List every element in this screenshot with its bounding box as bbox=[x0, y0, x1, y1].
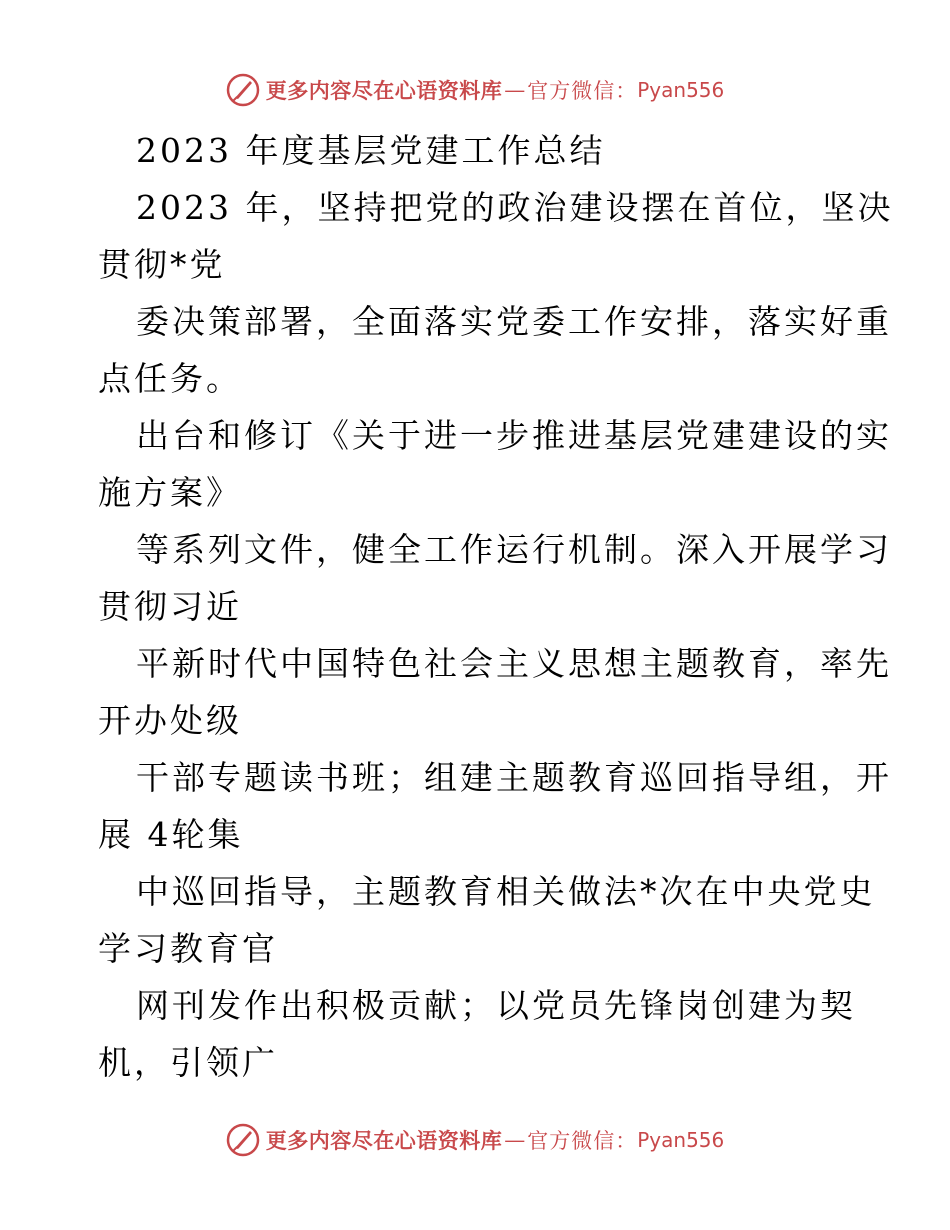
watermark-site: 更多内容尽在心语资料库 bbox=[265, 78, 503, 103]
paragraph-line: 委决策部署，全面落实党委工作安排，落实好重 bbox=[136, 302, 892, 341]
document-body bbox=[98, 122, 894, 1091]
paragraph-line: 施方案》 bbox=[98, 473, 242, 512]
paragraph-line: 展 4轮集 bbox=[98, 815, 244, 854]
watermark-dash: — bbox=[504, 78, 526, 102]
paragraph-line: 等系列文件，健全工作运行机制。深入开展学习 bbox=[136, 530, 892, 569]
paragraph-line: 中巡回指导，主题教育相关做法*次在中央党史 bbox=[136, 872, 876, 911]
watermark-id: Pyan556 bbox=[637, 78, 725, 102]
paragraph-line: 贯彻*党 bbox=[98, 245, 226, 284]
quill-logo-icon bbox=[226, 73, 260, 107]
paragraph-line: 开办处级 bbox=[98, 701, 242, 740]
paragraph-line: 点任务。 bbox=[98, 359, 242, 398]
header-watermark bbox=[0, 70, 950, 110]
document-title: 2023 年度基层党建工作总结 bbox=[136, 131, 606, 170]
paragraph-line: 2023 年，坚持把党的政治建设摆在首位，坚决 bbox=[136, 188, 894, 227]
watermark-label: 官方微信： bbox=[527, 1129, 638, 1153]
paragraph-line: 机，引领广 bbox=[98, 1043, 278, 1082]
watermark-dash: — bbox=[504, 1128, 526, 1152]
quill-logo-icon bbox=[226, 1123, 260, 1157]
paragraph-line: 学习教育官 bbox=[98, 929, 278, 968]
paragraph-line: 干部专题读书班；组建主题教育巡回指导组，开 bbox=[136, 758, 892, 797]
watermark-site: 更多内容尽在心语资料库 bbox=[265, 1128, 503, 1153]
paragraph-line: 出台和修订《关于进一步推进基层党建建设的实 bbox=[136, 416, 892, 455]
paragraph-line: 贯彻习近 bbox=[98, 587, 242, 626]
paragraph-line: 平新时代中国特色社会主义思想主题教育，率先 bbox=[136, 644, 892, 683]
watermark-id: Pyan556 bbox=[637, 1128, 725, 1152]
footer-watermark bbox=[0, 1120, 950, 1160]
paragraph-line: 网刊发作出积极贡献；以党员先锋岗创建为契 bbox=[136, 986, 856, 1025]
watermark-label: 官方微信： bbox=[527, 79, 638, 103]
